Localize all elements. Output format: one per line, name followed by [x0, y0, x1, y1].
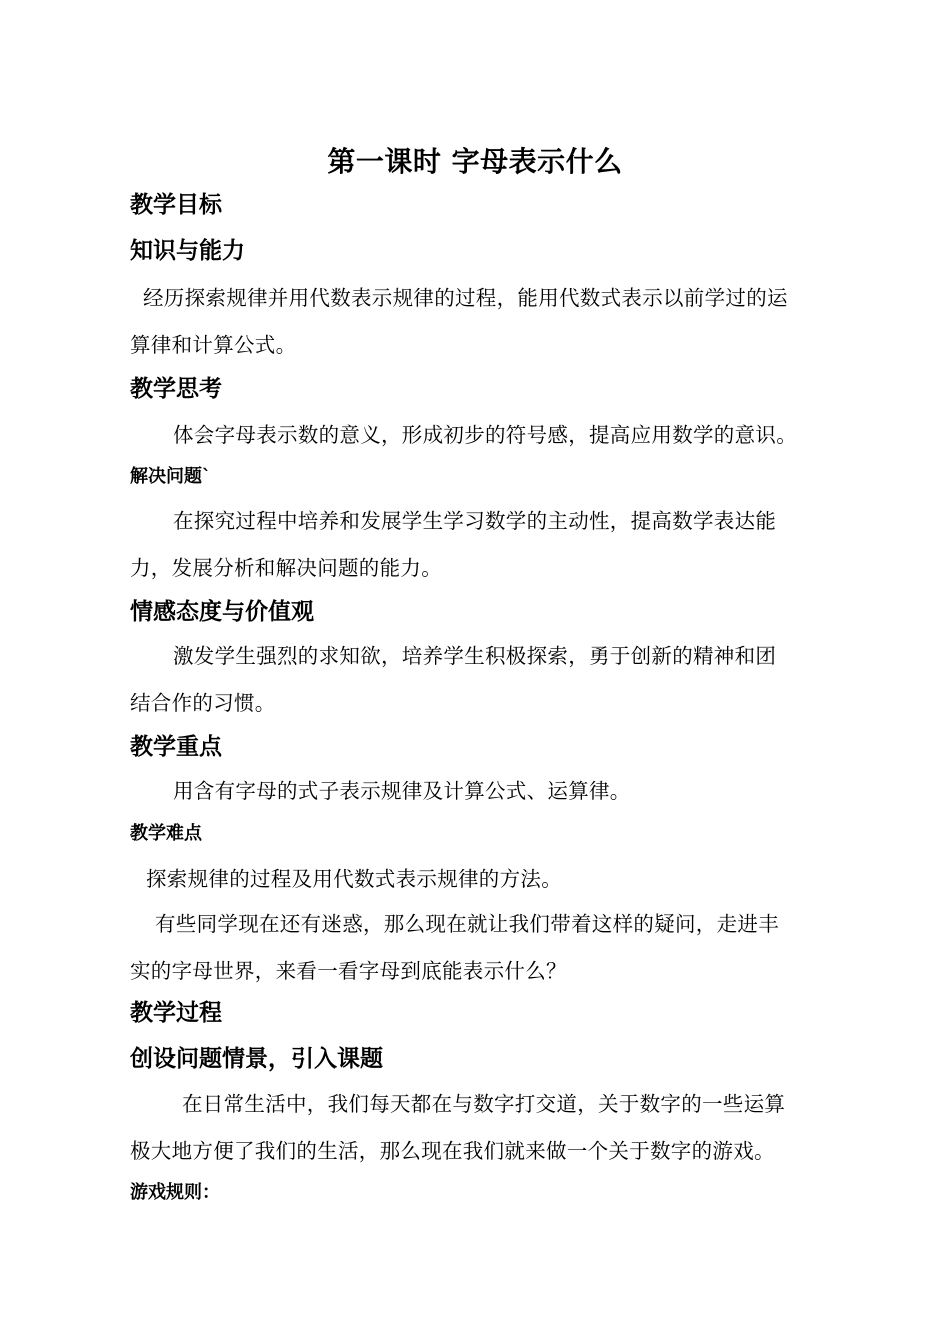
paragraph-scenario-line-2: 极大地方便了我们的生活，那么现在我们就来做一个关于数字的游戏。: [130, 1139, 775, 1163]
heading-create-scenario: 创设问题情景，引入课题: [130, 1046, 383, 1072]
heading-teaching-process: 教学过程: [130, 1000, 222, 1026]
page-title: 第一课时 字母表示什么: [327, 145, 623, 178]
paragraph-attitude-line-1: 激发学生强烈的求知欲，培养学生积极探索，勇于创新的精神和团: [173, 644, 777, 668]
paragraph-knowledge-line-2: 算律和计算公式。: [130, 333, 297, 357]
heading-teaching-thinking: 教学思考: [130, 376, 222, 402]
heading-knowledge-ability: 知识与能力: [130, 238, 245, 264]
paragraph-solve-line-2: 力，发展分析和解决问题的能力。: [130, 556, 442, 580]
heading-teaching-goals: 教学目标: [130, 192, 222, 218]
paragraph-intro-line-1: 有些同学现在还有迷惑，那么现在就让我们带着这样的疑问，走进丰: [155, 912, 779, 936]
paragraph-solve-line-1: 在探究过程中培养和发展学生学习数学的主动性，提高数学表达能: [173, 509, 777, 533]
heading-problem-solving: 解决问题`: [130, 466, 211, 487]
heading-key-points: 教学重点: [130, 734, 222, 760]
paragraph-difficulties: 探索规律的过程及用代数式表示规律的方法。: [146, 867, 562, 891]
heading-game-rules: 游戏规则：: [130, 1182, 220, 1203]
paragraph-key-points: 用含有字母的式子表示规律及计算公式、运算律。: [173, 779, 631, 803]
paragraph-thinking: 体会字母表示数的意义，形成初步的符号感，提高应用数学的意识。: [173, 423, 797, 447]
paragraph-intro-line-2: 实的字母世界，来看一看字母到底能表示什么？: [130, 959, 567, 983]
heading-difficulties: 教学难点: [130, 823, 202, 844]
paragraph-knowledge-line-1: 经历探索规律并用代数表示规律的过程，能用代数式表示以前学过的运: [143, 286, 788, 310]
heading-attitude-values: 情感态度与价值观: [130, 599, 314, 625]
paragraph-attitude-line-2: 结合作的习惯。: [130, 691, 276, 715]
paragraph-scenario-line-1: 在日常生活中，我们每天都在与数字打交道，关于数字的一些运算: [182, 1092, 786, 1116]
